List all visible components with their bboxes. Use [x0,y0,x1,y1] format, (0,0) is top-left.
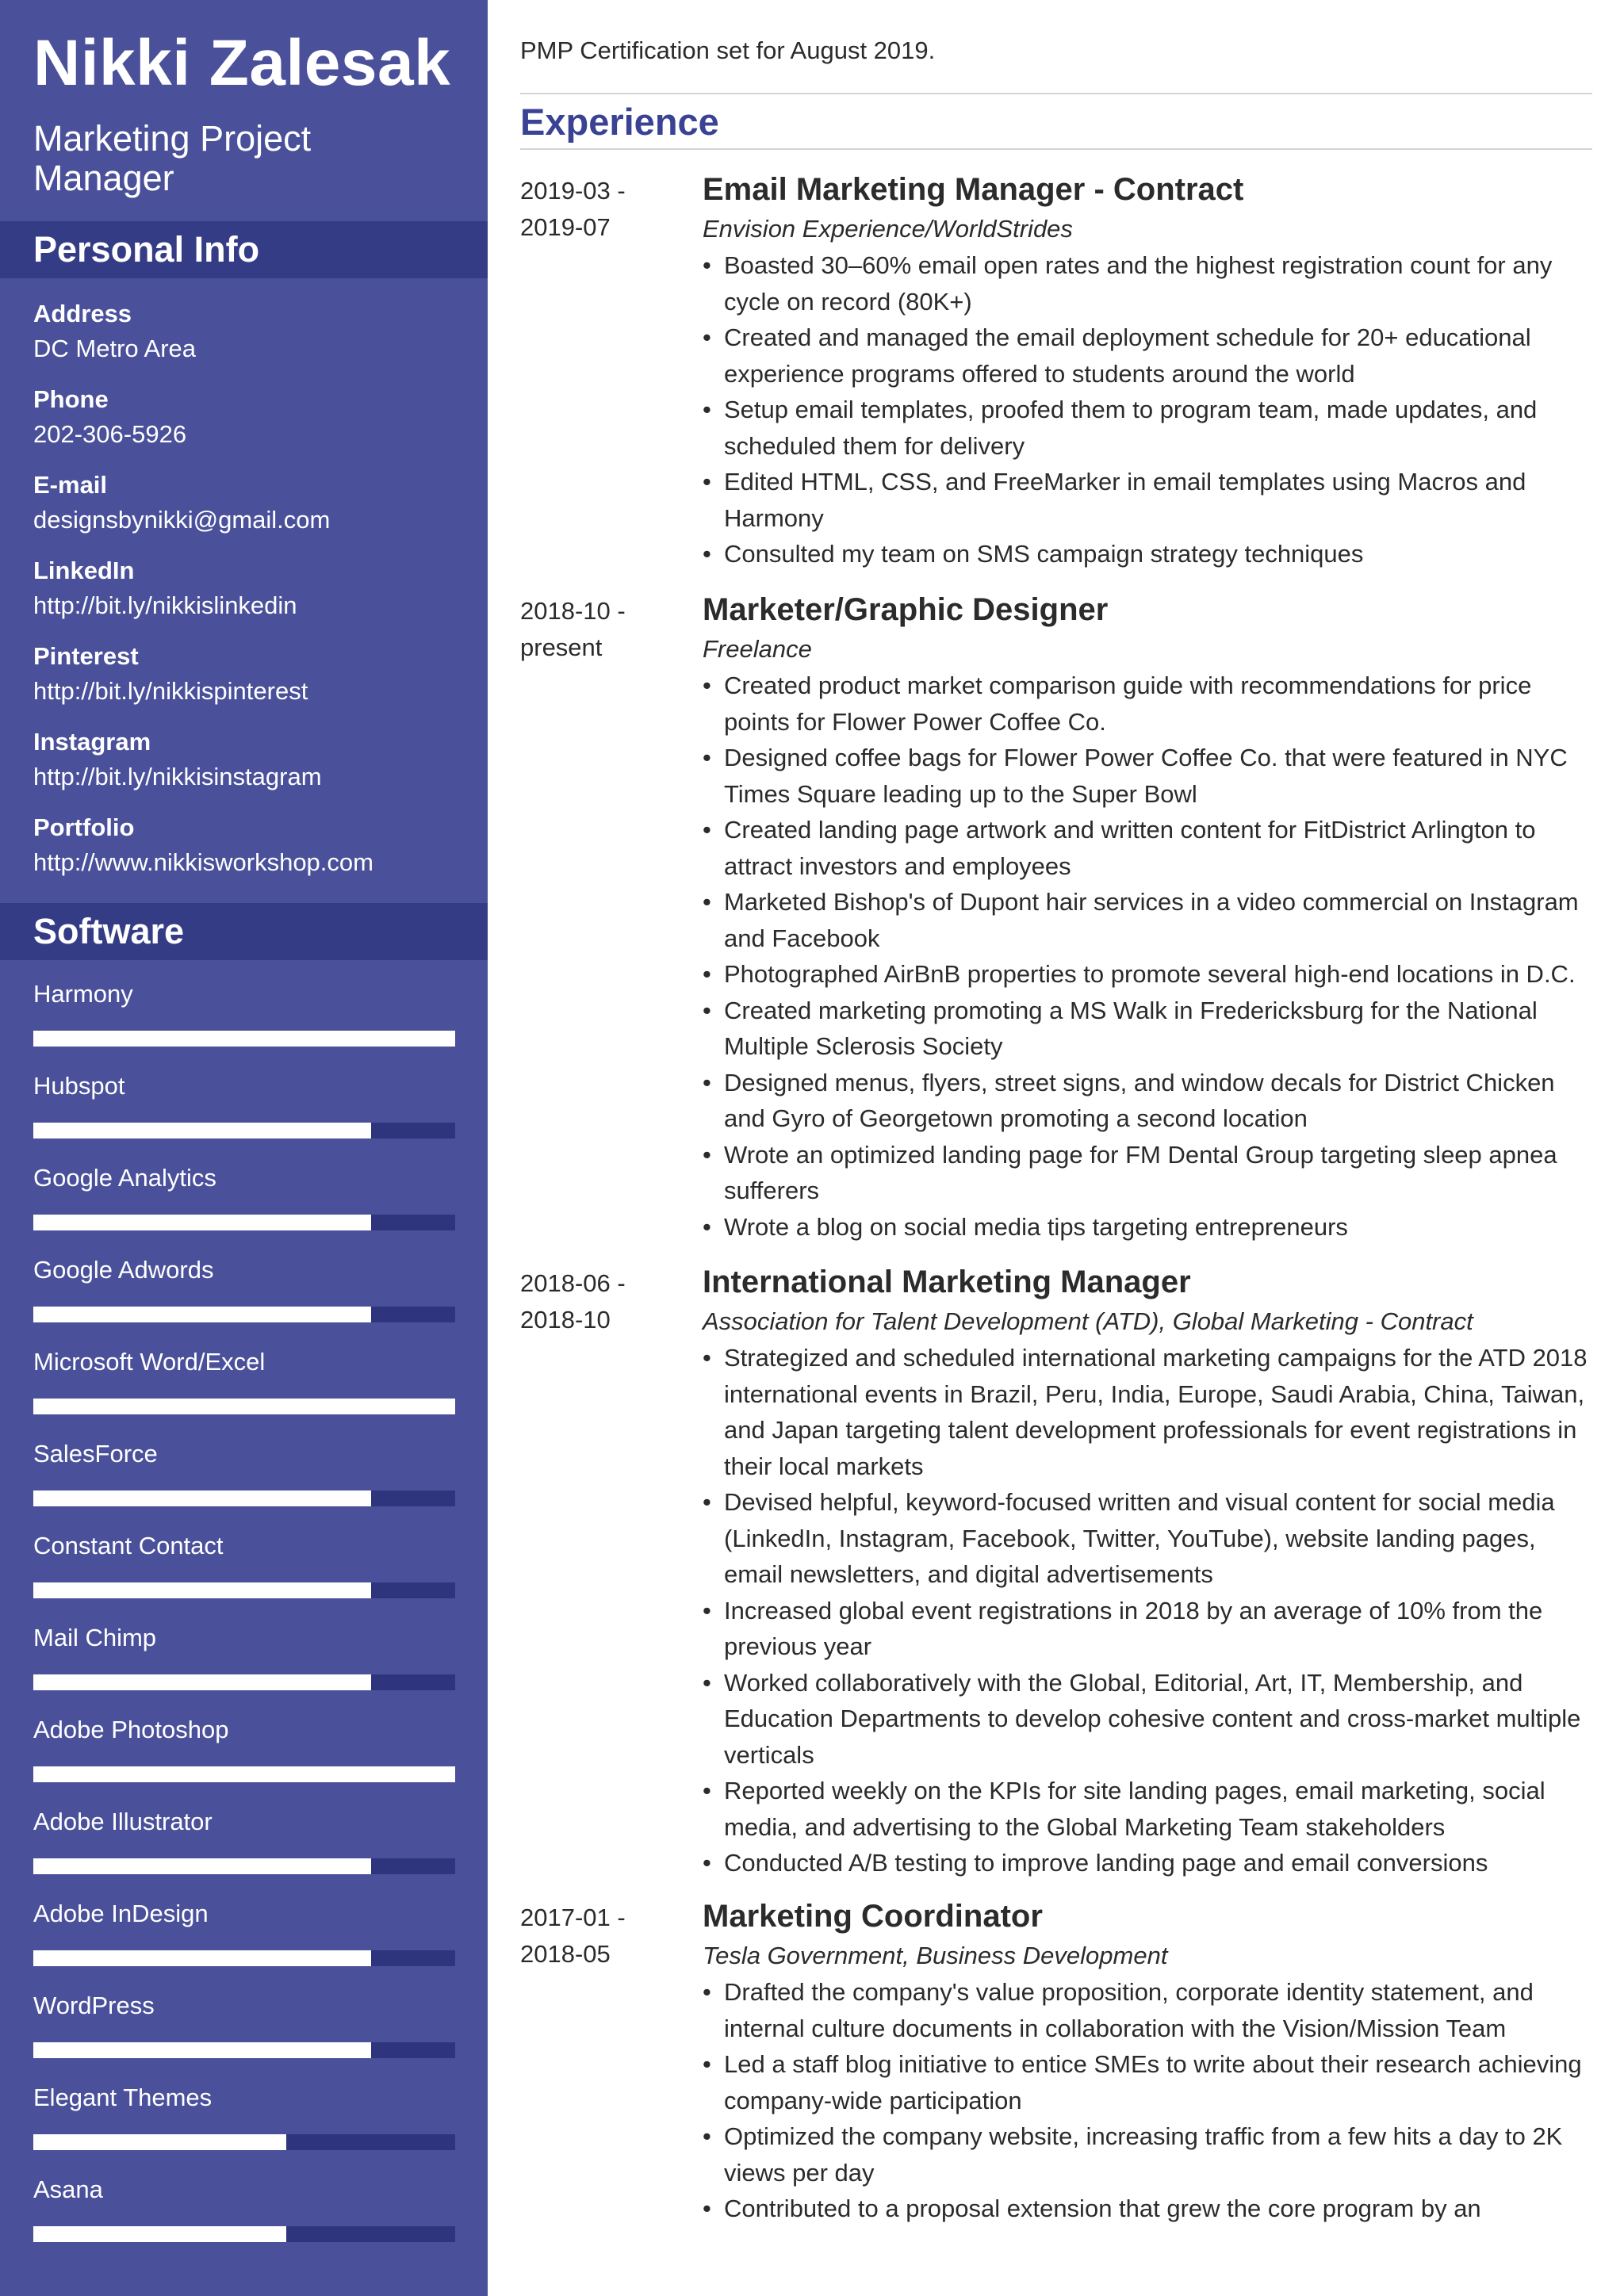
software-name: Adobe Photoshop [33,1716,229,1743]
personal-info-label: Portfolio [33,813,135,841]
personal-info-label: Pinterest [33,642,139,670]
job-date [520,173,679,246]
skill-level-fill [33,1399,455,1414]
skill-level-fill [33,1307,371,1322]
job-bullet: • Worked collaboratively with the Global, Editorial, Art, IT, Membership, and Education Departments to develop cohesive content and cross-market multiple verticals [703,1665,1592,1774]
job-bullet: • Setup email templates, proofed them to program team, made updates, and scheduled them for delivery [703,392,1592,464]
skill-level-bar [33,1766,455,1782]
personal-info-item [33,297,477,382]
profile-title: Marketing Project Manager [33,118,312,198]
skill-level-bar [33,1950,455,1966]
skill-level-bar [33,1215,455,1230]
skill-level-fill [33,1950,371,1966]
sidebar [0,0,488,2296]
skill-level-fill [33,2226,286,2242]
software-name: WordPress [33,1992,155,2019]
personal-info-label: E-mail [33,471,108,499]
job-date-start: 2018-06 - [520,1269,626,1297]
software-name: Elegant Themes [33,2084,213,2111]
job-organization: Freelance [703,635,812,663]
job-bullet: • Reported weekly on the KPIs for site landing pages, email marketing, social media, and advertising to the Global Marketing Team stakeholders [703,1773,1592,1845]
software-item [33,1711,455,1803]
software-item [33,1343,455,1435]
job-bullet-list [703,1340,1592,1881]
skill-level-bar [33,2134,455,2150]
skill-level-bar [33,2042,455,2058]
personal-info-item [33,725,477,810]
job-details [703,168,1592,572]
job-bullet: • Led a staff blog initiative to entice SMEs to write about their research achieving company-wide participation [703,2046,1592,2118]
software-name: Adobe Illustrator [33,1808,213,1835]
job-organization: Tesla Government, Business Development [703,1942,1168,1969]
software-item [33,1527,455,1619]
software-item [33,1895,455,1987]
intro-text: PMP Certification set for August 2019. [520,36,936,64]
job-bullet-list [703,668,1592,1245]
skill-level-fill [33,1858,371,1874]
skill-level-fill [33,1123,371,1138]
skill-level-bar [33,1307,455,1322]
skill-level-bar [33,1399,455,1414]
job-bullet: • Edited HTML, CSS, and FreeMarker in email templates using Macros and Harmony [703,464,1592,536]
job-bullet: • Drafted the company's value proposition, corporate identity statement, and internal culture documents in collaboration with the Vision/Mission Team [703,1974,1592,2046]
skill-level-bar [33,1858,455,1874]
job-bullet: • Strategized and scheduled international marketing campaigns for the ATD 2018 international events in Brazil, Peru, India, Europe, Saudi Arabia, China, Taiwan, and Japan targeting talent development professionals for event registrations in their local markets [703,1340,1592,1484]
personal-info-item [33,553,477,639]
software-name: Asana [33,2175,103,2203]
software-item [33,1987,455,2079]
skill-level-fill [33,1031,455,1047]
job-bullet: • Consulted my team on SMS campaign strategy techniques [703,536,1592,572]
job-date-end: 2019-07 [520,213,611,241]
job-bullet-list [703,247,1592,572]
software-heading: Software [0,903,488,960]
job-bullet: • Designed coffee bags for Flower Power Coffee Co. that were featured in NYC Times Square leading up to the Super Bowl [703,740,1592,812]
skill-level-fill [33,1215,371,1230]
skill-level-bar [33,2226,455,2242]
software-item [33,975,455,1067]
personal-info-label: LinkedIn [33,557,135,584]
job-date-end: 2018-10 [520,1306,611,1334]
personal-info-value: http://bit.ly/nikkispinterest [33,677,308,705]
personal-info-value: http://bit.ly/nikkisinstagram [33,763,322,790]
job-bullet: • Devised helpful, keyword-focused written and visual content for social media (LinkedIn, Instagram, Facebook, Twitter, YouTube), website landing pages, email newsletters, and digital advertisements [703,1484,1592,1593]
job-date [520,1900,679,1973]
job-bullet-list [703,1974,1592,2227]
software-name: Harmony [33,980,133,1008]
job-details [703,1895,1592,2227]
software-item [33,1803,455,1895]
software-name: Google Analytics [33,1164,216,1192]
job-organization: Envision Experience/WorldStrides [703,215,1073,243]
software-item [33,1067,455,1159]
divider [520,93,1592,94]
job-bullet: • Optimized the company website, increasing traffic from a few hits a day to 2K views per day [703,2118,1592,2191]
software-name: Google Adwords [33,1256,214,1284]
software-name: Hubspot [33,1072,125,1100]
personal-info-heading: Personal Info [0,221,488,278]
job-date-start: 2017-01 - [520,1904,626,1931]
software-name: Constant Contact [33,1532,224,1559]
software-list [33,975,455,2263]
job-bullet: • Boasted 30–60% email open rates and the highest registration count for any cycle on record (80K+) [703,247,1592,320]
personal-info-item [33,810,477,896]
skill-level-bar [33,1031,455,1047]
job-bullet: • Created marketing promoting a MS Walk in Fredericksburg for the National Multiple Sclerosis Society [703,993,1592,1065]
job-date [520,1265,679,1338]
skill-level-fill [33,2134,286,2150]
software-item [33,2079,455,2171]
software-item [33,1251,455,1343]
skill-level-fill [33,1674,371,1690]
personal-info-value: http://bit.ly/nikkislinkedin [33,591,297,619]
software-name: Adobe InDesign [33,1900,209,1927]
job-bullet: • Created landing page artwork and written content for FitDistrict Arlington to attract investors and employees [703,812,1592,884]
job-bullet: • Created and managed the email deployment schedule for 20+ educational experience programs offered to students around the world [703,320,1592,392]
job-date-start: 2018-10 - [520,597,626,625]
job-date [520,593,679,666]
software-item [33,1619,455,1711]
job-title: Marketer/Graphic Designer [703,592,1109,627]
skill-level-bar [33,1123,455,1138]
software-name: SalesForce [33,1440,158,1468]
job-bullet: • Marketed Bishop's of Dupont hair services in a video commercial on Instagram and Facebook [703,884,1592,956]
personal-info-item [33,468,477,553]
skill-level-bar [33,1490,455,1506]
personal-info-value: designsbynikki@gmail.com [33,506,331,534]
skill-level-bar [33,1582,455,1598]
skill-level-fill [33,2042,371,2058]
personal-info-label: Address [33,300,132,327]
software-item [33,2171,455,2263]
personal-info-value: http://www.nikkisworkshop.com [33,848,373,876]
divider [520,148,1592,150]
job-date-end: present [520,633,603,661]
software-name: Mail Chimp [33,1624,157,1651]
job-date-start: 2019-03 - [520,177,626,205]
skill-level-fill [33,1490,371,1506]
job-bullet: • Designed menus, flyers, street signs, and window decals for District Chicken and Gyro of Georgetown promoting a second location [703,1065,1592,1137]
skill-level-fill [33,1582,371,1598]
job-organization: Association for Talent Development (ATD), Global Marketing - Contract [703,1307,1473,1335]
personal-info-item [33,639,477,725]
job-bullet: • Contributed to a proposal extension that grew the core program by an [703,2191,1592,2227]
personal-info-label: Instagram [33,728,151,756]
personal-info-list [33,297,477,896]
job-date-end: 2018-05 [520,1940,611,1968]
profile-header [0,0,488,222]
job-details [703,588,1592,1245]
software-item [33,1159,455,1251]
software-name: Microsoft Word/Excel [33,1348,266,1376]
job-bullet: • Wrote a blog on social media tips targeting entrepreneurs [703,1209,1592,1246]
profile-name: Nikki Zalesak [33,27,451,99]
skill-level-fill [33,1766,455,1782]
skill-level-bar [33,1674,455,1690]
personal-info-value: DC Metro Area [33,335,197,362]
job-title: International Marketing Manager [703,1265,1191,1299]
job-title: Marketing Coordinator [703,1899,1043,1934]
personal-info-item [33,382,477,468]
personal-info-value: 202-306-5926 [33,420,187,448]
job-bullet: • Conducted A/B testing to improve landing page and email conversions [703,1845,1592,1881]
job-title: Email Marketing Manager - Contract [703,172,1244,207]
job-bullet: • Created product market comparison guide with recommendations for price points for Flower Power Coffee Co. [703,668,1592,740]
job-bullet: • Photographed AirBnB properties to promote several high-end locations in D.C. [703,956,1592,993]
personal-info-label: Phone [33,385,109,413]
software-item [33,1435,455,1527]
job-details [703,1261,1592,1881]
job-bullet: • Increased global event registrations in 2018 by an average of 10% from the previous year [703,1593,1592,1665]
job-bullet: • Wrote an optimized landing page for FM Dental Group targeting sleep apnea sufferers [703,1137,1592,1209]
experience-heading: Experience [520,101,719,143]
